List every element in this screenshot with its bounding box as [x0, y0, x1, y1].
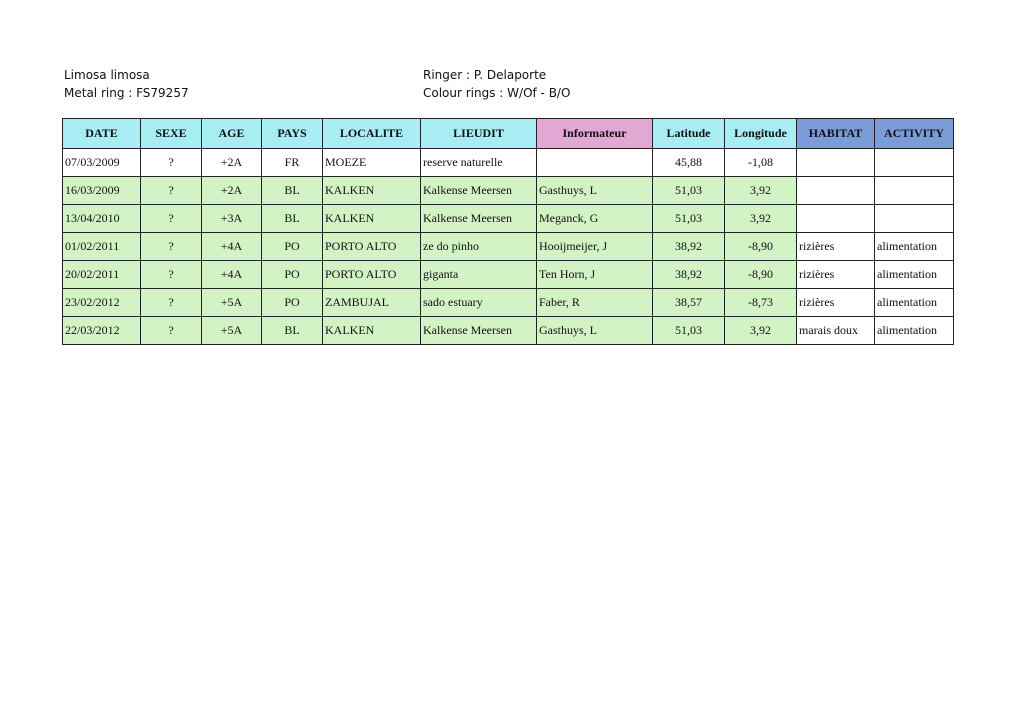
cell-lieudit: Kalkense Meersen [421, 177, 537, 205]
cell-informateur [537, 149, 653, 177]
cell-sexe: ? [141, 149, 202, 177]
table-row [63, 289, 954, 317]
species-name: Limosa limosa [64, 68, 150, 82]
cell-age: +4A [202, 233, 262, 261]
col-header-habitat: HABITAT [797, 119, 875, 149]
cell-activity [875, 177, 954, 205]
table-header-row [63, 119, 954, 149]
cell-longitude: -1,08 [725, 149, 797, 177]
cell-sexe: ? [141, 205, 202, 233]
cell-latitude: 51,03 [653, 205, 725, 233]
col-header-localite: LOCALITE [323, 119, 421, 149]
cell-longitude: 3,92 [725, 177, 797, 205]
cell-date: 22/03/2012 [63, 317, 141, 345]
cell-age: +3A [202, 205, 262, 233]
cell-longitude: 3,92 [725, 205, 797, 233]
cell-localite: KALKEN [323, 317, 421, 345]
cell-habitat: rizières [797, 289, 875, 317]
cell-date: 16/03/2009 [63, 177, 141, 205]
cell-latitude: 51,03 [653, 317, 725, 345]
cell-activity: alimentation [875, 317, 954, 345]
cell-activity [875, 149, 954, 177]
cell-age: +4A [202, 261, 262, 289]
cell-sexe: ? [141, 317, 202, 345]
cell-localite: ZAMBUJAL [323, 289, 421, 317]
cell-latitude: 45,88 [653, 149, 725, 177]
col-header-sexe: SEXE [141, 119, 202, 149]
cell-age: +2A [202, 149, 262, 177]
cell-date: 23/02/2012 [63, 289, 141, 317]
cell-pays: BL [262, 177, 323, 205]
cell-informateur: Hooijmeijer, J [537, 233, 653, 261]
table-row [63, 317, 954, 345]
cell-sexe: ? [141, 261, 202, 289]
col-header-latitude: Latitude [653, 119, 725, 149]
header-right [423, 66, 570, 102]
metal-ring: Metal ring : FS79257 [64, 86, 189, 100]
cell-lieudit: Kalkense Meersen [421, 205, 537, 233]
cell-latitude: 38,92 [653, 233, 725, 261]
cell-pays: FR [262, 149, 323, 177]
cell-longitude: -8,73 [725, 289, 797, 317]
cell-lieudit: sado estuary [421, 289, 537, 317]
cell-date: 13/04/2010 [63, 205, 141, 233]
cell-latitude: 38,92 [653, 261, 725, 289]
cell-lieudit: reserve naturelle [421, 149, 537, 177]
col-header-longitude: Longitude [725, 119, 797, 149]
cell-activity [875, 205, 954, 233]
cell-longitude: 3,92 [725, 317, 797, 345]
cell-lieudit: ze do pinho [421, 233, 537, 261]
cell-pays: PO [262, 233, 323, 261]
cell-informateur: Ten Horn, J [537, 261, 653, 289]
cell-latitude: 51,03 [653, 177, 725, 205]
col-header-informateur: Informateur [537, 119, 653, 149]
table-row [63, 205, 954, 233]
sightings-table [62, 118, 954, 345]
cell-informateur: Gasthuys, L [537, 317, 653, 345]
cell-sexe: ? [141, 289, 202, 317]
cell-habitat [797, 205, 875, 233]
cell-habitat [797, 177, 875, 205]
cell-habitat: rizières [797, 261, 875, 289]
cell-activity: alimentation [875, 289, 954, 317]
cell-sexe: ? [141, 177, 202, 205]
cell-activity: alimentation [875, 233, 954, 261]
colour-rings: Colour rings : W/Of - B/O [423, 86, 571, 100]
cell-localite: MOEZE [323, 149, 421, 177]
table-row [63, 177, 954, 205]
cell-activity: alimentation [875, 261, 954, 289]
cell-age: +5A [202, 289, 262, 317]
cell-localite: KALKEN [323, 177, 421, 205]
cell-pays: BL [262, 317, 323, 345]
cell-informateur: Gasthuys, L [537, 177, 653, 205]
cell-pays: PO [262, 289, 323, 317]
ringer: Ringer : P. Delaporte [423, 68, 547, 82]
col-header-activity: ACTIVITY [875, 119, 954, 149]
cell-pays: PO [262, 261, 323, 289]
cell-age: +5A [202, 317, 262, 345]
cell-date: 07/03/2009 [63, 149, 141, 177]
col-header-age: AGE [202, 119, 262, 149]
table-row [63, 149, 954, 177]
cell-localite: PORTO ALTO [323, 261, 421, 289]
cell-date: 01/02/2011 [63, 233, 141, 261]
col-header-date: DATE [63, 119, 141, 149]
col-header-lieudit: LIEUDIT [421, 119, 537, 149]
table-row [63, 261, 954, 289]
cell-lieudit: Kalkense Meersen [421, 317, 537, 345]
cell-longitude: -8,90 [725, 233, 797, 261]
cell-pays: BL [262, 205, 323, 233]
table-row [63, 233, 954, 261]
cell-sexe: ? [141, 233, 202, 261]
cell-informateur: Meganck, G [537, 205, 653, 233]
cell-habitat: rizières [797, 233, 875, 261]
cell-lieudit: giganta [421, 261, 537, 289]
header-left [64, 66, 189, 102]
col-header-pays: PAYS [262, 119, 323, 149]
cell-localite: PORTO ALTO [323, 233, 421, 261]
cell-age: +2A [202, 177, 262, 205]
cell-longitude: -8,90 [725, 261, 797, 289]
cell-latitude: 38,57 [653, 289, 725, 317]
cell-habitat [797, 149, 875, 177]
cell-informateur: Faber, R [537, 289, 653, 317]
cell-habitat: marais doux [797, 317, 875, 345]
cell-localite: KALKEN [323, 205, 421, 233]
cell-date: 20/02/2011 [63, 261, 141, 289]
